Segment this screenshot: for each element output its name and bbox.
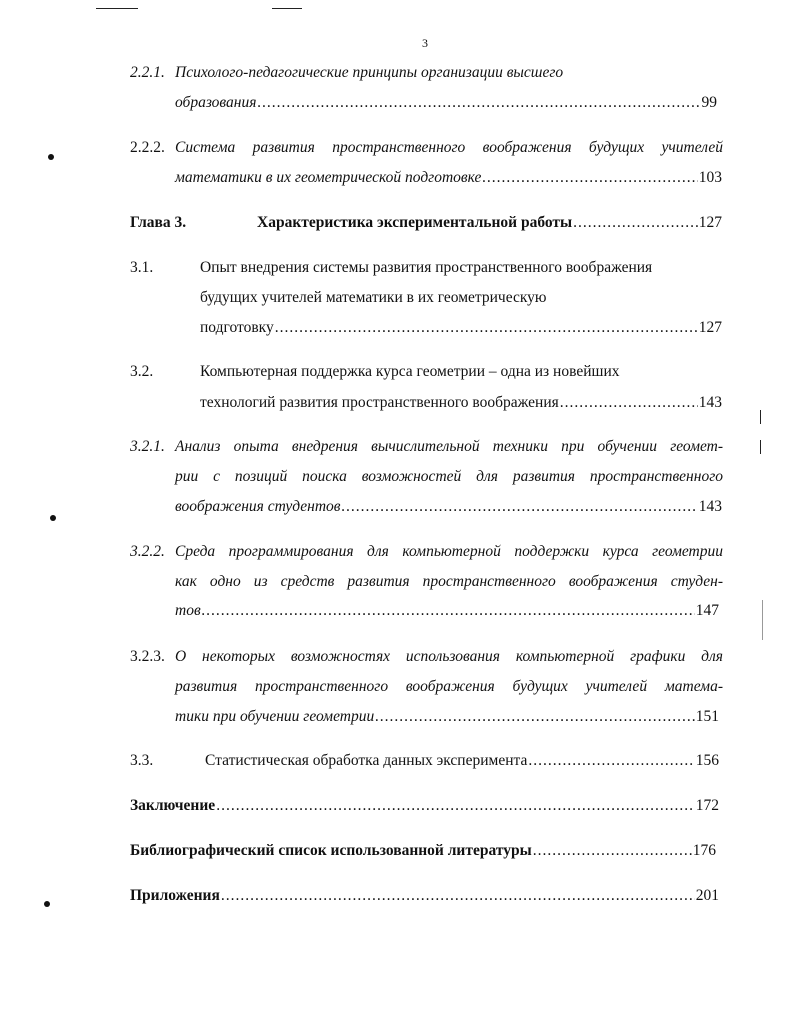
toc-entry-title: Опыт внедрения системы развития пространственного воображения [200, 259, 653, 276]
toc-page-number: 103 [698, 169, 722, 186]
toc-entry-number: 3.1. [130, 259, 154, 276]
toc-entry-title: тики при обучении геометрии [175, 708, 375, 725]
toc-page-number: 151 [695, 708, 719, 725]
toc-page-number: 156 [695, 752, 719, 769]
toc-page-number: 99 [701, 94, 717, 111]
toc-entry-leader [205, 752, 719, 770]
scan-artifact-line [762, 600, 763, 640]
toc-entry-title: Среда программирования для компьютерной поддержки курса геометрии [175, 543, 723, 560]
toc-entry-title: математики в их геометрической подготовке [175, 169, 482, 186]
toc-entry-leader [200, 394, 722, 412]
leader-dots [221, 887, 695, 905]
toc-entry-number: 3.2.1. [130, 438, 165, 455]
toc-entry-title: подготовку [200, 319, 274, 336]
toc-entry-title: будущих учителей математики в их геометрическую [200, 289, 547, 306]
toc-page-number: 176 [692, 842, 716, 859]
toc-entry-title: как одно из средств развития пространственного воображения студен- [175, 573, 723, 590]
toc-entry-title: Компьютерная поддержка курса геометрии – одна из новейших [200, 363, 620, 380]
toc-entry-number: 2.2.2. [130, 139, 165, 156]
punch-hole-mark [44, 901, 50, 907]
scan-artifact-line [96, 8, 138, 9]
toc-entry-leader [200, 319, 722, 337]
toc-page-number: 143 [698, 498, 722, 515]
toc-section-title: Библиографический список использованной литературы [130, 842, 532, 859]
leader-dots [560, 394, 698, 412]
toc-entry-title: О некоторых возможностях использования компьютерной графики для [175, 648, 723, 665]
toc-page-number: 143 [698, 394, 722, 411]
toc-entry-leader [257, 214, 722, 232]
toc-entry-title: развития пространственного воображения будущих учителей матема- [175, 678, 723, 695]
leader-dots [202, 602, 695, 620]
toc-entry-leader [175, 708, 719, 726]
toc-entry-number: 3.3. [130, 752, 154, 769]
toc-chapter-number: Глава 3. [130, 214, 187, 231]
toc-entry-leader [130, 797, 719, 815]
punch-hole-mark [50, 515, 56, 521]
leader-dots [257, 94, 700, 112]
toc-page-number: 201 [695, 887, 719, 904]
toc-entry-title: Психолого-педагогические принципы организации высшего [175, 64, 564, 81]
toc-entry-title: Анализ опыта внедрения вычислительной техники при обучении геомет- [175, 438, 723, 455]
toc-entry-number: 3.2. [130, 363, 154, 380]
toc-section-title: Заключение [130, 797, 216, 814]
leader-dots [533, 842, 692, 860]
toc-page-number: 147 [695, 602, 719, 619]
leader-dots [216, 797, 695, 815]
toc-entry-leader [175, 169, 722, 187]
leader-dots [528, 752, 694, 770]
toc-page-number: 127 [698, 214, 722, 231]
toc-entry-leader [175, 498, 722, 516]
leader-dots [573, 214, 698, 232]
toc-entry-title: тов [175, 602, 201, 619]
page-number: 3 [422, 36, 428, 50]
toc-entry-title: Статистическая обработка данных эксперимента [205, 752, 528, 769]
toc-entry-leader [175, 94, 717, 112]
toc-entry-title: воображения студентов [175, 498, 341, 515]
scan-artifact-line [760, 410, 761, 424]
toc-entry-title: технологий развития пространственного воображения [200, 394, 559, 411]
punch-hole-mark [48, 154, 54, 160]
toc-entry-leader [130, 887, 719, 905]
toc-entry-number: 3.2.2. [130, 543, 165, 560]
leader-dots [375, 708, 695, 726]
scan-artifact-line [760, 440, 761, 454]
toc-section-title: Приложения [130, 887, 220, 904]
toc-entry-title: образования [175, 94, 257, 111]
leader-dots [482, 169, 697, 187]
toc-entry-title: Система развития пространственного воображения будущих учителей [175, 139, 723, 156]
toc-entry-leader [175, 602, 719, 620]
toc-entry-number: 3.2.3. [130, 648, 165, 665]
leader-dots [275, 319, 698, 337]
toc-entry-title: рии с позиций поиска возможностей для развития пространственного [175, 468, 723, 485]
scan-artifact-line [272, 8, 302, 9]
leader-dots [342, 498, 698, 516]
toc-entry-leader [130, 842, 716, 860]
toc-chapter-title: Характеристика экспериментальной работы [257, 214, 573, 231]
toc-page-number: 172 [695, 797, 719, 814]
toc-entry-number: 2.2.1. [130, 64, 165, 81]
toc-page-number: 127 [698, 319, 722, 336]
